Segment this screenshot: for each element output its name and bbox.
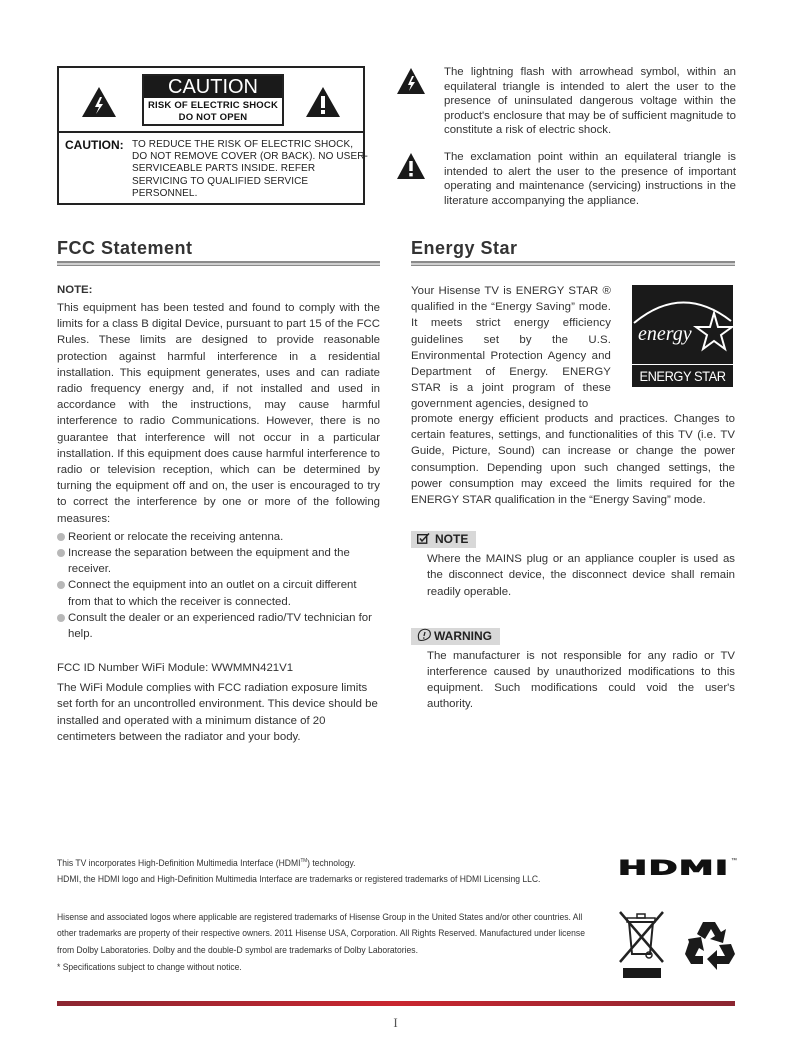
exclamation-warning-icon <box>396 152 426 180</box>
fcc-paragraph: This equipment has been tested and found to comply with the limits for a class B digital Device, pursuant to part 15 of the FCC Rules. These limits are designed to provide reasonable protection against harmful interference in a residential installation. This equipment generates, uses and can radiate radio frequency energy and, if not installed and used in accordance with the instructions, may cause harmful interference to radio Communications. However, there is no guarantee that interference will not occur in a particular installation. If this equipment does cause harmful interference to radio or television reception, which can be determined by turning the equipment off and on, the user is encouraged to try to correct the interference by one or more of the following measures: <box>57 302 380 525</box>
bullet-icon <box>57 549 65 557</box>
warning-block <box>411 627 735 713</box>
hdmi-notice <box>57 853 578 888</box>
caution-header <box>59 68 363 133</box>
energy-script-text: energy <box>638 323 692 345</box>
measure-text: Reorient or relocate the receiving antenna. <box>68 530 284 543</box>
energy-star-intro: Your Hisense TV is ENERGY STAR ® qualified in the “Energy Saving” mode. It meets strict energy efficiency guidelines set by the U.S. Environmental Protection Agency and Department of Energy. ENERGY STAR is a joint program of these government agencies, designed to <box>411 285 611 411</box>
symbol-explanation-lightning <box>396 65 736 145</box>
fcc-note-label: NOTE: <box>57 284 93 296</box>
list-item <box>57 529 380 545</box>
list-item <box>57 545 380 577</box>
checkbox-note-icon <box>417 533 430 544</box>
list-item <box>57 577 380 609</box>
note-text: Where the MAINS plug or an appliance coupler is used as the disconnect device, the disconnect device shall remain readily operable. <box>427 553 735 598</box>
list-item <box>57 610 380 642</box>
hdmi-logo-tm: ™ <box>731 858 737 864</box>
exclamation-explanation-text: The exclamation point within an equilateral triangle is intended to alert the user to the presence of important operating and maintenance (servicing) instructions in the literature accompanying the appliance. <box>444 151 736 207</box>
exclamation-warning-icon <box>305 86 341 118</box>
hdmi-tm-mark: TM <box>300 858 308 864</box>
fcc-section <box>57 238 380 745</box>
energy-star-logo <box>632 285 733 387</box>
caution-title-box <box>142 74 284 126</box>
measure-text: Consult the dealer or an experienced radio/TV technician for help. <box>68 611 372 641</box>
caution-box <box>57 66 368 205</box>
lightning-explanation-text: The lightning flash with arrowhead symbol, within an equilateral triangle is intended to alert the user to the presence of uninsulated dangerous voltage within the product's enclosure that may be of sufficient magnitude to constitute a risk of electric shock. <box>444 66 736 137</box>
fcc-heading-rule <box>57 261 380 266</box>
page-number: I <box>393 1015 398 1030</box>
energy-star-heading-rule <box>411 261 735 266</box>
caution-subtitle-line2: DO NOT OPEN <box>178 112 248 123</box>
warning-tag <box>411 628 500 645</box>
spec-notice: * Specifications subject to change without notice. <box>57 962 242 972</box>
hdmi-logo <box>618 853 740 883</box>
trademark-notice: Hisense and associated logos where applicable are registered trademarks of Hisense Group in the United States and/or other countries. All other trademarks are property of their respective owners. 2011 Hisense USA, Corporation. All Rights Reserved. Manufactured under license from Dolby Laboratories. Dolby and the double-D symbol are trademarks of Dolby Laboratories. <box>57 912 585 955</box>
caution-label: CAUTION: <box>65 138 124 152</box>
energy-star-emblem-icon <box>632 285 733 363</box>
bullet-icon <box>57 581 65 589</box>
fcc-wifi-id: FCC ID Number WiFi Module: WWMMN421V1 <box>57 662 294 675</box>
symbol-explanation-exclamation <box>396 150 736 210</box>
hdmi-line1-end: ) technology. <box>307 858 356 869</box>
weee-bin-icon <box>617 908 667 980</box>
fcc-wifi-text: The WiFi Module complies with FCC radiation exposure limits set forth for an uncontrolled environment. This device should be installed and operated with a minimum distance of 20 centimeters between the radiator and your body. <box>57 682 378 743</box>
measure-text: Connect the equipment into an outlet on a circuit different from that to which the receiver is connected. <box>68 579 357 608</box>
recycle-icon <box>683 918 737 972</box>
caution-subtitle <box>144 98 282 124</box>
warning-circle-icon <box>417 628 432 642</box>
note-block <box>411 530 735 600</box>
hdmi-line1 <box>57 853 578 871</box>
warning-text: The manufacturer is not responsible for any radio or TV interference caused by unauthorized modifications to this equipment. Such modifications could void the user's authority. <box>427 649 735 711</box>
hdmi-line2: HDMI, the HDMI logo and High-Definition Multimedia Interface are trademarks or registered trademarks of HDMI Licensing LLC. <box>57 874 541 885</box>
fcc-measures-list <box>57 529 380 642</box>
energy-star-continued: promote energy efficient products and practices. Changes to certain features, settings, and functionalities of this TV (i.e. TV Guide, Picture, Sound) can increase or change the power consumption. Depending upon such changed settings, the power consumption may exceed the limits required for the ENERGY STAR qualification in the “Energy Saving” mode. <box>411 413 735 507</box>
fcc-heading: FCC Statement <box>57 238 193 258</box>
energy-star-section <box>411 238 735 713</box>
measure-text: Increase the separation between the equipment and the receiver. <box>68 547 350 576</box>
energy-star-logo-label: ENERGY STAR <box>639 368 726 384</box>
caution-title: CAUTION <box>144 76 282 98</box>
note-tag <box>411 531 476 548</box>
bullet-icon <box>57 614 65 622</box>
note-label: NOTE <box>435 532 469 547</box>
hdmi-line1-text: This TV incorporates High-Definition Multimedia Interface (HDMI <box>57 858 301 869</box>
energy-star-heading: Energy Star <box>411 238 518 258</box>
footer-accent-bar <box>57 1001 735 1006</box>
bullet-icon <box>57 533 65 541</box>
hdmi-logo-text: HDMI <box>618 856 730 880</box>
caution-subtitle-line1: RISK OF ELECTRIC SHOCK <box>147 100 278 111</box>
caution-text: TO REDUCE THE RISK OF ELECTRIC SHOCK, DO NOT REMOVE COVER (OR BACK). NO USER-SERVICEABLE PARTS INSIDE. REFER SERVICING TO QUALIFIED SERVICE PERSONNEL. <box>132 139 368 199</box>
warning-label: WARNING <box>434 628 492 643</box>
lightning-warning-icon <box>81 86 117 118</box>
lightning-warning-icon <box>396 67 426 95</box>
